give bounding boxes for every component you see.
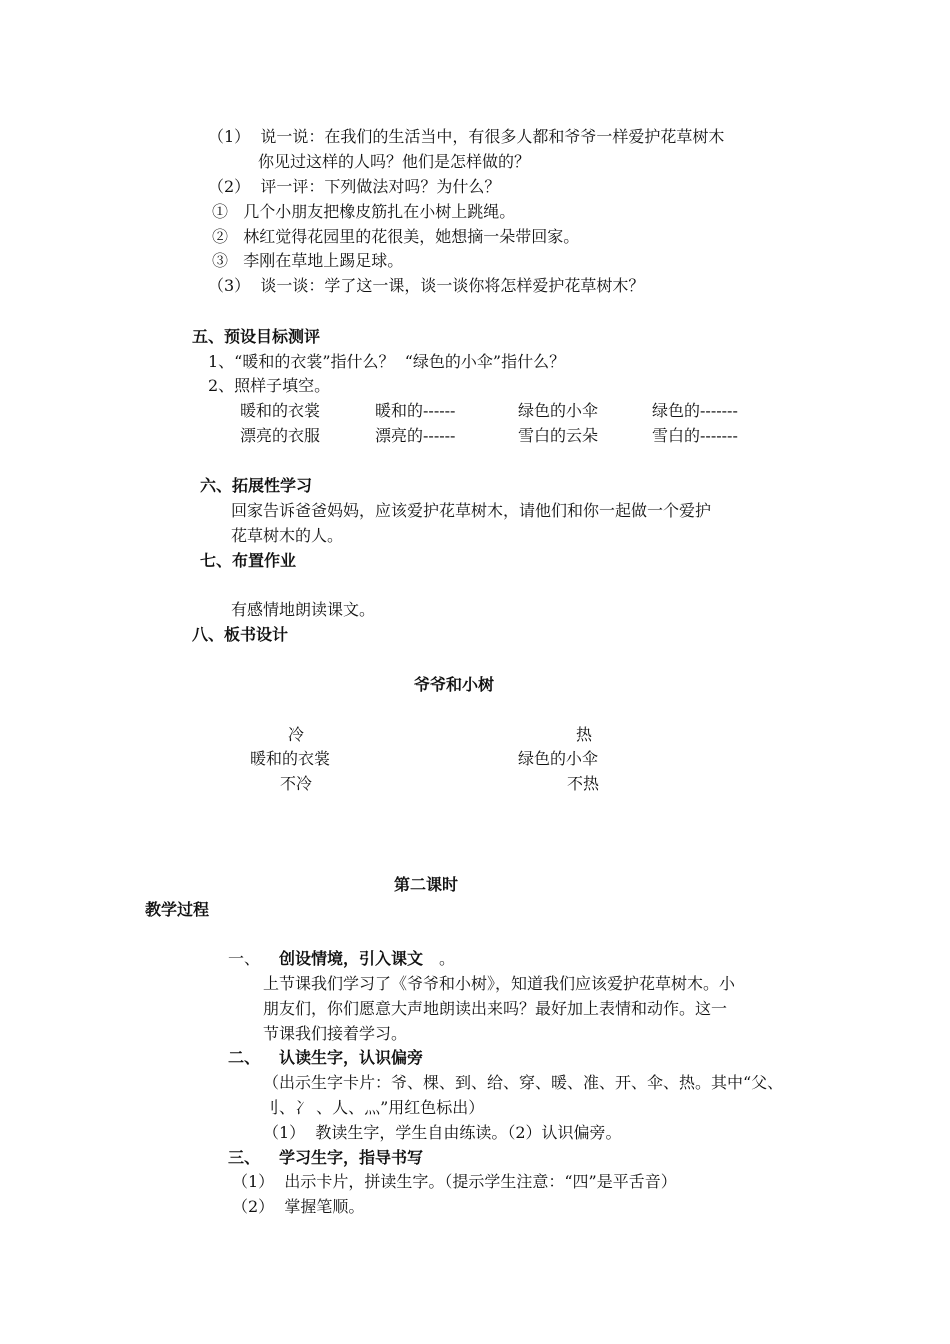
fill-example: 雪白的云朵 [518, 426, 599, 445]
extension-text: 回家告诉爸爸妈妈，应该爱护花草树木，请他们和你一起做一个爱护 [231, 501, 712, 520]
activity-2: （2） 评一评：下列做法对吗？为什么？ [208, 177, 501, 196]
fill-blank: 雪白的------- [652, 426, 738, 445]
step-1-period: 。 [439, 949, 456, 968]
step-2-text-cont: 刂、冫 、人、灬”用红色标出） [263, 1098, 485, 1117]
lesson-2-title: 第二课时 [394, 875, 459, 894]
fill-example: 漂亮的衣服 [240, 426, 321, 445]
heading-section-5: 五、预设目标测评 [192, 327, 321, 346]
board-left-bottom: 不冷 [280, 774, 313, 793]
activity-1: （1） 说一说：在我们的生活当中，有很多人都和爷爷一样爱护花草树木 [208, 127, 725, 146]
heading-section-6: 六、拓展性学习 [200, 476, 313, 495]
question-1: 1、“暖和的衣裳”指什么？ “绿色的小伞”指什么？ [208, 352, 566, 371]
step-2-text: （出示生字卡片：爷、棵、到、给、穿、暖、准、开、伞、热。其中“父、 [263, 1073, 784, 1092]
case-1: ① 几个小朋友把橡皮筋扎在小树上跳绳。 [212, 202, 516, 221]
board-title: 爷爷和小树 [414, 675, 495, 694]
step-1-text: 上节课我们学习了《爷爷和小树》，知道我们应该爱护花草树木。小 [263, 974, 736, 993]
step-2-heading: 认读生字，认识偏旁 [279, 1048, 424, 1067]
step-1-number: 一、 [228, 949, 261, 968]
homework-text: 有感情地朗读课文。 [231, 600, 376, 619]
step-2-subitems: （1） 教读生字，学生自由练读。（2）认识偏旁。 [263, 1123, 622, 1142]
board-left-middle: 暖和的衣裳 [250, 749, 331, 768]
question-2: 2、照样子填空。 [208, 376, 331, 395]
case-3: ③ 李刚在草地上踢足球。 [212, 251, 404, 270]
board-right-top: 热 [576, 725, 593, 744]
step-3-number: 三、 [228, 1148, 261, 1167]
fill-blank: 漂亮的------ [375, 426, 456, 445]
fill-example: 暖和的衣裳 [240, 401, 321, 420]
step-1-text-cont: 朋友们，你们愿意大声地朗读出来吗？最好加上表情和动作。这一 [263, 999, 728, 1018]
extension-text-cont: 花草树木的人。 [231, 526, 344, 545]
fill-blank: 绿色的------- [652, 401, 738, 420]
step-3-item-1: （1） 出示卡片，拼读生字。（提示学生注意：“四”是平舌音） [232, 1172, 677, 1191]
step-1-text-end: 节课我们接着学习。 [263, 1024, 408, 1043]
board-right-bottom: 不热 [567, 774, 600, 793]
fill-blank: 暖和的------ [375, 401, 456, 420]
step-3-heading: 学习生字，指导书写 [279, 1148, 424, 1167]
step-3-item-2: （2） 掌握笔顺。 [232, 1197, 365, 1216]
teaching-process-heading: 教学过程 [145, 900, 210, 919]
case-2: ② 林红觉得花园里的花很美，她想摘一朵带回家。 [212, 227, 580, 246]
activity-1-cont: 你见过这样的人吗？他们是怎样做的？ [258, 152, 531, 171]
activity-3: （3） 谈一谈：学了这一课，谈一谈你将怎样爱护花草树木？ [208, 276, 645, 295]
heading-section-8: 八、板书设计 [192, 625, 289, 644]
step-2-number: 二、 [228, 1048, 261, 1067]
fill-example: 绿色的小伞 [518, 401, 599, 420]
heading-section-7: 七、布置作业 [200, 551, 297, 570]
board-right-middle: 绿色的小伞 [518, 749, 599, 768]
board-left-top: 冷 [288, 725, 305, 744]
step-1-heading: 创设情境，引入课文 [279, 949, 424, 968]
